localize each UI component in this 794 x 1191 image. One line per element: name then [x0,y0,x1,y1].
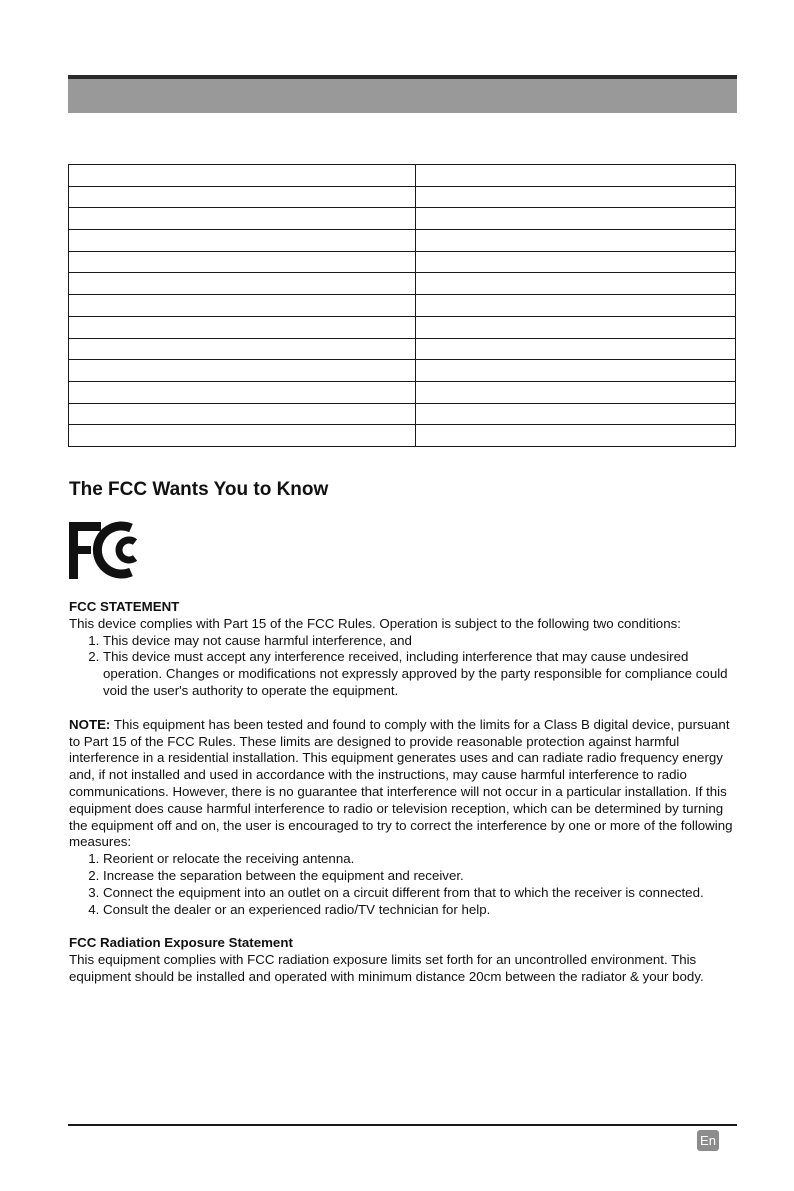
table-row [69,403,736,425]
list-item: 1. This device may not cause harmful interference, and [103,633,741,650]
measures-list [69,851,741,918]
conditions-list [69,633,741,700]
radiation-heading: FCC Radiation Exposure Statement [69,935,293,951]
spec-table [68,164,736,447]
bottom-rule [68,1124,737,1126]
table-row [69,425,736,447]
language-badge: En [697,1130,719,1151]
table-row [69,230,736,252]
note-paragraph [69,717,741,851]
fcc-statement-heading: FCC STATEMENT [69,599,180,614]
table-row [69,338,736,360]
list-item: 4. Consult the dealer or an experienced radio/TV technician for help. [103,902,741,919]
list-item: 3. Connect the equipment into an outlet on a circuit different from that to which the receiver is connected. [103,885,741,902]
list-item: 2. Increase the separation between the equipment and receiver. [103,868,741,885]
table-row [69,360,736,382]
table-row [69,165,736,187]
header-bar [68,79,737,113]
section-title: The FCC Wants You to Know [69,479,329,500]
fcc-statement-intro: This device complies with Part 15 of the FCC Rules. Operation is subject to the following two conditions: [69,615,681,631]
table-row [69,251,736,273]
fcc-content [69,599,741,986]
table-row [69,295,736,317]
table-row [69,381,736,403]
fcc-logo-icon [69,520,149,580]
table-row [69,273,736,295]
table-row [69,208,736,230]
list-item: 1. Reorient or relocate the receiving antenna. [103,851,741,868]
list-item: 2. This device must accept any interference received, including interference that may cause undesired operation. Changes or modifications not expressly approved by the party responsible for compliance could void the user's authority to operate the equipment. [103,649,741,699]
table-row [69,316,736,338]
note-label: NOTE: [69,716,111,732]
note-text: This equipment has been tested and found to comply with the limits for a Class B digital device, pursuant to Part 15 of the FCC Rules. These limits are designed to provide reasonable protection against harmful interference in a residential installation. This equipment generates uses and can radiate radio frequency energy and, if not installed and used in accordance with the instructions, may cause harmful interference to radio communications. However, there is no guarantee that interference will not occur in a particular installation. If this equipment does cause harmful interference to radio or television reception, which can be determined by turning the equipment off and on, the user is encouraged to try to correct the interference by one or more of the following measures: [69,716,733,850]
table-row [69,186,736,208]
radiation-text: This equipment complies with FCC radiation exposure limits set forth for an uncontrolled environment. This equipment should be installed and operated with minimum distance 20cm between the radiator & your body. [69,952,704,984]
